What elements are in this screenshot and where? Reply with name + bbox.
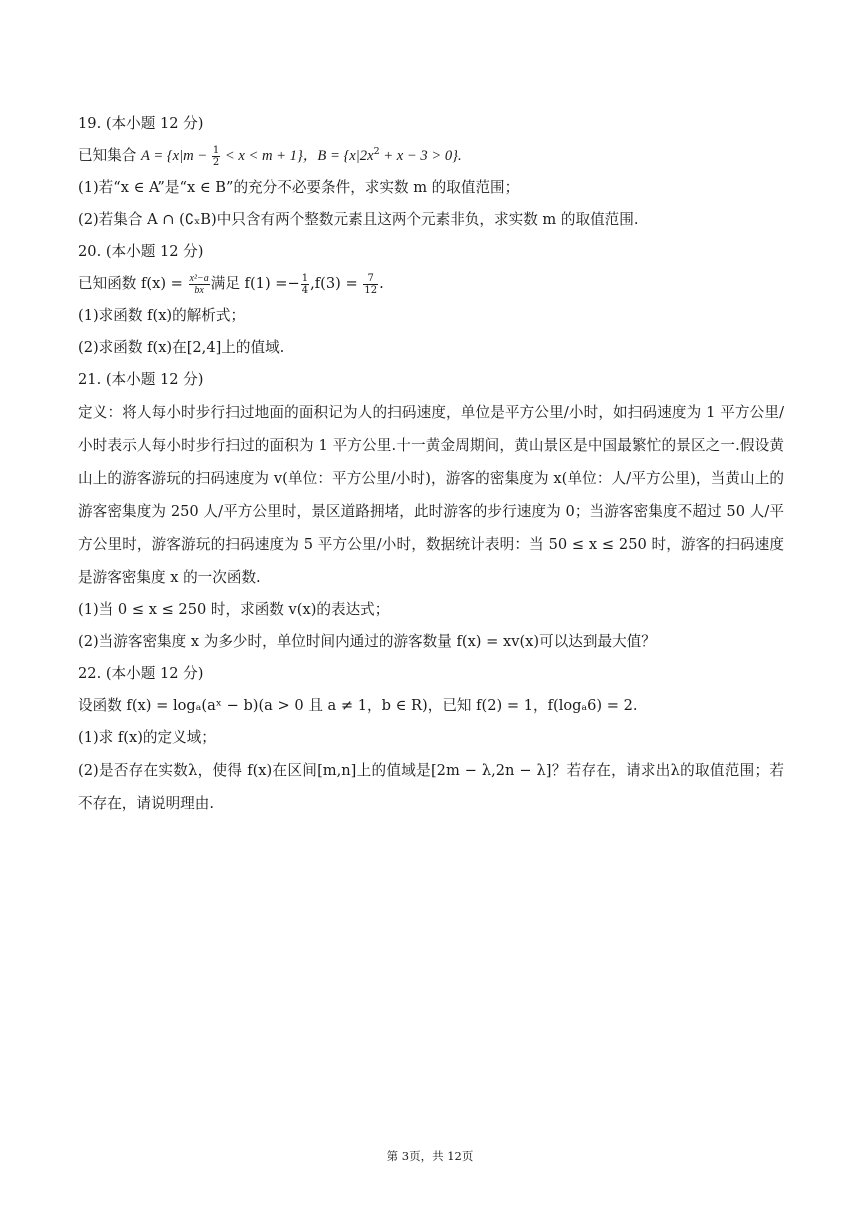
q19-stem (78, 140, 784, 172)
q19-set-b-part1: B = {x|2x (317, 148, 374, 164)
q20-stem-middle: 满足 f(1) =− (210, 275, 300, 292)
q19-part2: (2)若集合 A ∩ (∁ₓB)中只含有两个整数元素且这两个元素非负，求实数 m 的取值范围. (78, 211, 639, 228)
q19-part1: (1)若“x ∈ A”是“x ∈ B”的充分不必要条件，求实数 m 的取值范围； (78, 179, 520, 196)
q20-f1-fraction (301, 273, 309, 296)
q21-part2: (2)当游客密集度 x 为多少时，单位时间内通过的游客数量 f(x) = xv(x)可以达到最大值？ (78, 633, 656, 650)
q22-part2: (2)是否存在实数λ，使得 f(x)在区间[m,n]上的值域是[2m − λ,2n − λ]？若存在，请求出λ的取值范围；若不存在，请说明理由. (78, 762, 784, 812)
q19-set-b-part2: + x − 3 > 0}. (379, 148, 462, 164)
q20-function-numerator: x²−a (189, 272, 209, 284)
q22-stem: 设函数 f(x) = logₐ(aˣ − b)(a > 0 且 a ≠ 1，b ∈ R)，已知 f(2) = 1，f(logₐ6) = 2. (78, 697, 638, 714)
q19-stem-prefix: 已知集合 (78, 147, 142, 164)
q20-stem (78, 268, 784, 300)
q20-stem-prefix: 已知函数 f(x) = (78, 275, 188, 292)
q22-header: 22. (本小题 12 分) (78, 665, 204, 682)
q20-f1-denominator: 4 (301, 284, 309, 296)
q20-stem-end: . (379, 275, 384, 292)
q19-fraction-denominator: 2 (212, 156, 220, 168)
q20-part1: (1)求函数 f(x)的解析式； (78, 307, 246, 324)
q20-header: 20. (本小题 12 分) (78, 243, 204, 260)
q19-fraction (212, 145, 220, 168)
q20-f3-fraction (363, 273, 378, 296)
q20-f3-numerator: 7 (363, 273, 378, 285)
q21-part1: (1)当 0 ≤ x ≤ 250 时，求函数 v(x)的表达式； (78, 601, 390, 618)
q19-set-a-part2: < x < m + 1}， (221, 148, 318, 164)
q20-f1-numerator: 1 (301, 272, 309, 284)
q20-part2: (2)求函数 f(x)在[2,4]上的值域. (78, 339, 285, 356)
q19-set-a-part1: A = {x|m − (141, 148, 211, 164)
q21-header: 21. (本小题 12 分) (78, 371, 204, 388)
q21-body: 定义：将人每小时步行扫过地面的面积记为人的扫码速度，单位是平方公里/小时，如扫码速度为 1 平方公里/小时表示人每小时步行扫过的面积为 1 平方公里.十一黄金周期间，黄山景区是中国最繁忙的景区之一.假设黄山上的游客游玩的扫码速度为 v(单位：平方公里/小时)，游客的密集度为 x(单位：人/平方公里)，当黄山上的游客密集度为 250 人/平方公里时，景区道路拥堵，此时游客的步行速度为 0；当游客密集度不超过 50 人/平方公里时，游客游玩的扫码速度为 5 平方公里/小时，数据统计表明：当 50 ≤ x ≤ 250 时，游客的扫码速度是游客密集度 x 的一次函数. (78, 404, 784, 586)
q20-stem-middle2: ,f(3) = (310, 275, 363, 292)
page-number-footer: 第 3页，共 12页 (386, 1149, 474, 1163)
q20-function-fraction (189, 273, 210, 296)
q19-fraction-numerator: 1 (212, 144, 220, 156)
q19-header: 19. (本小题 12 分) (78, 115, 204, 132)
q22-part1: (1)求 f(x)的定义域； (78, 729, 216, 746)
question-list (78, 108, 784, 820)
q19-exponent: 2 (373, 146, 380, 158)
q20-function-denominator: bx (194, 284, 204, 296)
q20-f3-denominator: 12 (364, 284, 378, 296)
